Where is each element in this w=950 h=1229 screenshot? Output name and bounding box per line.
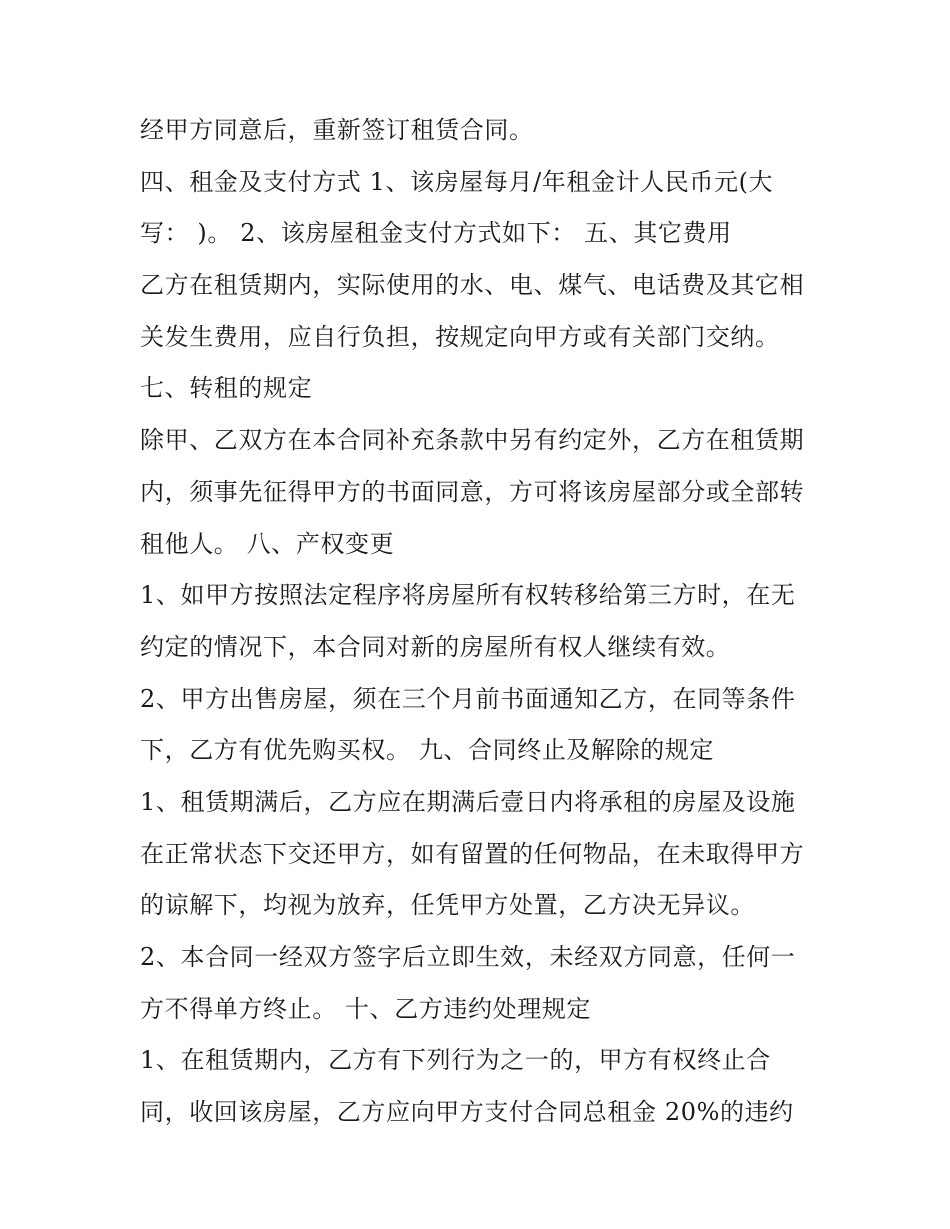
text-line: 除甲、乙双方在本合同补充条款中另有约定外，乙方在租赁期: [140, 426, 805, 455]
text-line: 四、租金及支付方式 1、该房屋每月/年租金计人民币元(大: [140, 167, 774, 196]
text-line: 1、租赁期满后，乙方应在期满后壹日内将承租的房屋及设施: [140, 787, 796, 816]
text-line: 内，须事先征得甲方的书面同意，方可将该房屋部分或全部转: [140, 477, 805, 506]
section-heading: 七、转租的规定: [140, 374, 313, 403]
text-line: 同，收回该房屋，乙方应向甲方支付合同总租金 20%的违约: [140, 1098, 794, 1127]
text-line: 方不得单方终止。 十、乙方违约处理规定: [140, 994, 592, 1023]
text-line: 1、在租赁期内，乙方有下列行为之一的，甲方有权终止合: [140, 1046, 771, 1075]
text-line: 下，乙方有优先购买权。 九、合同终止及解除的规定: [140, 736, 715, 765]
text-line: 关发生费用，应自行负担，按规定向甲方或有关部门交纳。: [140, 322, 780, 351]
text-line: 约定的情况下，本合同对新的房屋所有权人继续有效。: [140, 632, 731, 661]
text-line: 在正常状态下交还甲方，如有留置的任何物品，在未取得甲方: [140, 839, 805, 868]
text-line: 1、如甲方按照法定程序将房屋所有权转移给第三方时，在无: [140, 581, 796, 610]
text-line: 2、甲方出售房屋，须在三个月前书面通知乙方，在同等条件: [140, 684, 796, 713]
text-line: 乙方在租赁期内，实际使用的水、电、煤气、电话费及其它相: [140, 271, 805, 300]
text-line: 的谅解下，均视为放弃，任凭甲方处置，乙方决无异议。: [140, 891, 755, 920]
text-line: 写： )。 2、该房屋租金支付方式如下： 五、其它费用: [140, 219, 732, 248]
text-line: 经甲方同意后，重新签订租赁合同。: [140, 116, 534, 144]
contract-body: [140, 110, 830, 1144]
text-line: 租他人。 八、产权变更: [140, 529, 395, 558]
text-line: 2、本合同一经双方签字后立即生效，未经双方同意，任何一: [140, 943, 796, 971]
